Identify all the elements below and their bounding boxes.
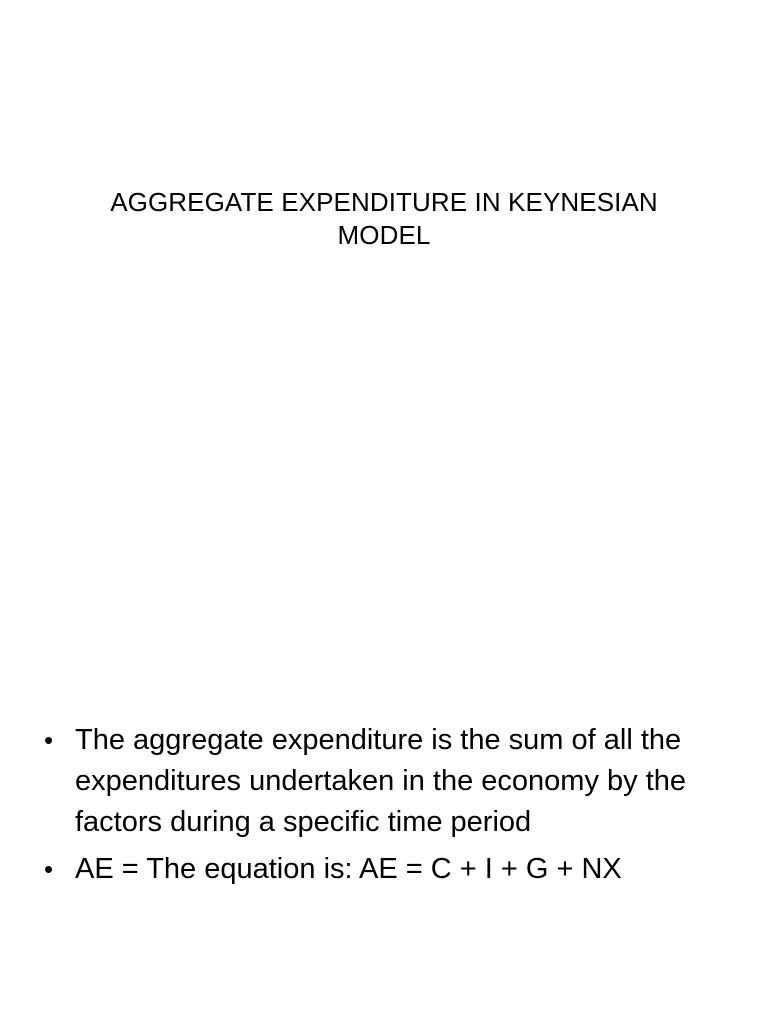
bullet-text-definition: The aggregate expenditure is the sum of all the expenditures undertaken in the economy by the factors during a specific time period <box>75 724 687 838</box>
bullet-dot-icon: • <box>44 725 54 755</box>
bullet-item-equation <box>40 849 730 890</box>
bullet-item-definition <box>40 720 730 843</box>
slide-title-line-1: AGGREGATE EXPENDITURE IN KEYNESIAN <box>110 187 658 217</box>
bullet-text-equation: AE = The equation is: AE = C + I + G + NX <box>75 853 622 885</box>
slide-title <box>60 186 708 252</box>
slide-title-line-2: MODEL <box>337 220 431 250</box>
bullet-list <box>40 720 730 896</box>
bullet-dot-icon: • <box>44 854 54 884</box>
